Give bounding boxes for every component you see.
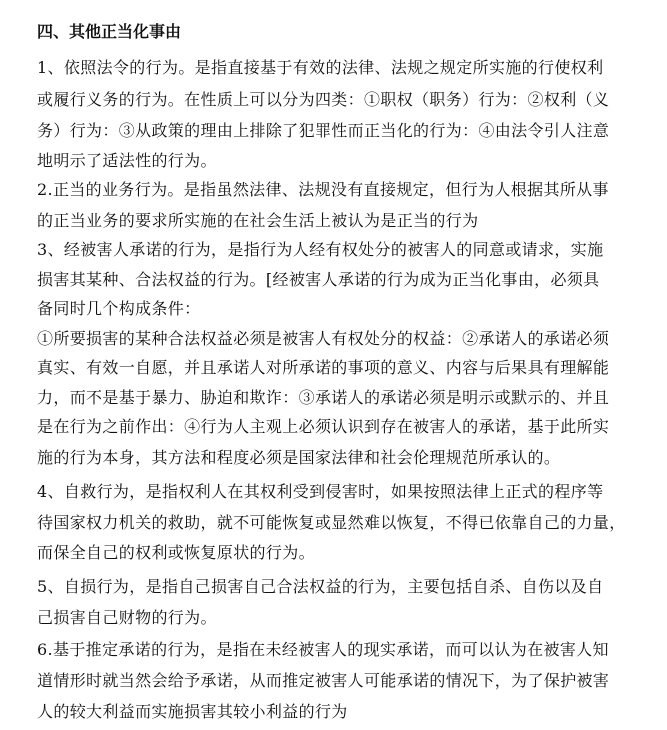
section-title: 四、其他正当化事由 <box>37 22 182 41</box>
text-line: 道情形时就当然会给予承诺，从而推定被害人可能承诺的情况下，为了保护被害 <box>37 671 610 690</box>
text-line: 施的行为本身，其方法和程度必须是国家法律和社会伦理规范所承认的。 <box>37 448 561 467</box>
text-line: 或履行义务的行为。在性质上可以分为四类：①职权（职务）行为：②权利（义 <box>37 90 610 109</box>
text-line: 而保全自己的权利或恢复原状的行为。 <box>37 543 315 562</box>
text-line: 是在行为之前作出：④行为人主观上必须认识到存在被害人的承诺，基于此所实 <box>37 417 610 436</box>
text-line: 4、自救行为，是指权利人在其权利受到侵害时，如果按照法律上正式的程序等 <box>37 482 604 501</box>
text-line: 6.基于推定承诺的行为，是指在未经被害人的现实承诺，而可以认为在被害人知 <box>37 640 609 659</box>
text-line: 真实、有效一自愿，并且承诺人对所承诺的事项的意义、内容与后果具有理解能 <box>37 358 610 377</box>
text-line: 务）行为：③从政策的理由上排除了犯罪性而正当化的行为：④由法令引人注意 <box>37 121 610 140</box>
text-line: 力，而不是基于暴力、胁迫和欺诈：③承诺人的承诺必须是明示或默示的、并且 <box>37 388 610 407</box>
text-line: 3、经被害人承诺的行为，是指行为人经有权处分的被害人的同意或请求，实施 <box>37 240 604 259</box>
text-line: 待国家权力机关的救助，就不可能恢复或显然难以恢复，不得已依靠自己的力量， <box>37 513 626 532</box>
text-line: 2.正当的业务行为。是指虽然法律、法规没有直接规定，但行为人根据其所从事 <box>37 180 609 199</box>
text-line: 1、依照法令的行为。是指直接基于有效的法律、法规之规定所实施的行使权利 <box>37 58 604 77</box>
text-line: 己损害自己财物的行为。 <box>37 608 217 627</box>
text-line: 的正当业务的要求所实施的在社会生活上被认为是正当的行为 <box>37 211 479 230</box>
text-line: 地明示了适法性的行为。 <box>37 151 217 170</box>
text-line: 人的较大利益而实施损害其较小利益的行为 <box>37 702 348 721</box>
text-line: 损害其某种、合法权益的行为。[经被害人承诺的行为成为正当化事由，必须具 <box>37 270 600 289</box>
text-line: ①所要损害的某种合法权益必须是被害人有权处分的权益：②承诺人的承诺必须 <box>37 329 610 348</box>
text-line: 5、自损行为，是指自己损害自己合法权益的行为，主要包括自杀、自伤以及自 <box>37 577 604 596</box>
text-line: 备同时几个构成条件： <box>37 299 201 318</box>
